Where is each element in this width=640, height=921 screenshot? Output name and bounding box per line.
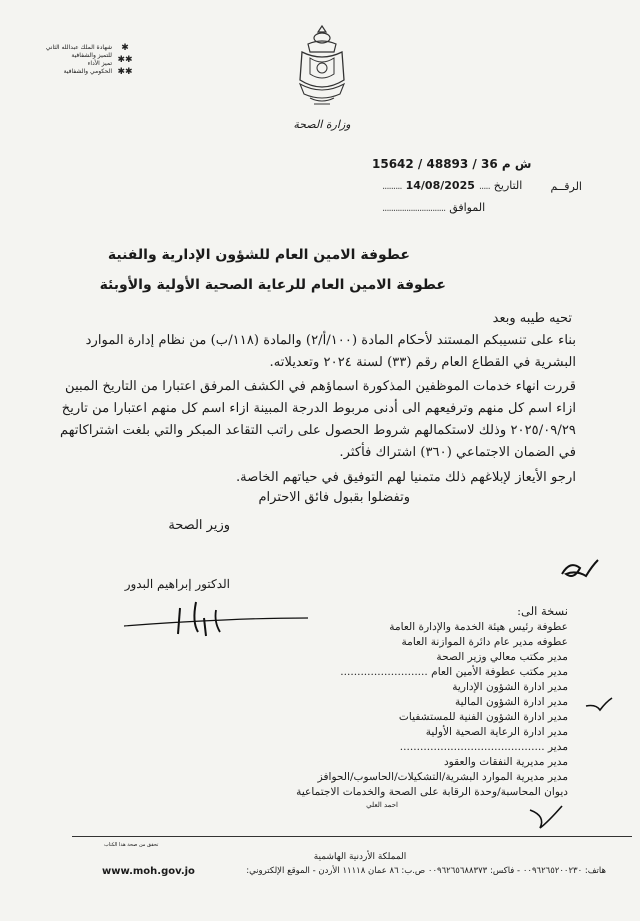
copy-recipient: مدير ادارة الرعاية الصحية الأولية [425,726,568,738]
typist-initials: احمد العلي [366,801,398,809]
footer-contact: هاتف: ٠٠٩٦٢٦٥٢٠٠٢٣٠ - فاكس: ٠٠٩٦٢٦٥٦٨٨٣٧٣ ص.ب: ٨٦ عمان ١١١١٨ الأردن - الموقع الإلكتروني: [246,866,606,876]
star-icon: ✱ [121,43,129,53]
number-label: الرقــم [550,180,582,193]
copy-recipient: مدير مكتب معالي وزير الصحة [436,651,568,663]
corresponding-label: الموافق [449,201,486,214]
paragraph: بناء على تنسيبكم المستند لأحكام المادة (١٠٠/أ/٢) والمادة (١١٨/ب) من نظام إدارة الموارد البشرية في القطاع العام رقم (٣٣) لسنة ٢٠٢٤ وتعديلاته. [85,333,576,370]
copy-recipient: ديوان المحاسبة/وحدة الرقابة على الصحة والخدمات الاجتماعية [296,786,568,798]
footer-note: تحقق من صحة هذا الكتاب [104,842,159,848]
certification-block [40,42,136,92]
margin-mark-icon [526,800,566,834]
certification-line: شهادة الملك عبدالله الثاني [45,44,112,51]
minister-title: وزير الصحة [168,518,230,533]
certification-line: تميز الأداء [87,60,112,67]
paragraph: قررت انهاء خدمات الموظفين المذكورة اسماؤهم في الكشف المرفق اعتبارا من التاريخ المبين ازاء اسم كل منهم وترفيعهم الى أدنى مربوط الدرجة المبينة ازاء اسم كل منهم اعتبارا من تاريخ ٢٠٢٥/٠٩/٢٩ وذلك لاستكمالهم شروط الحصول على راتب التقاعد المبكر والتي بلغت اشتراكاتهم في الضمان الاجتماعي (٣٦٠) اشتراك فأكثر. [60,379,576,460]
date-dots: ......... [382,181,402,192]
jordan-coat-of-arms-icon [296,22,348,112]
corresponding-dots: ............................. [382,203,446,214]
date-dots: ..... [478,181,490,192]
star-icon: ✱✱ [117,55,133,65]
footer-kingdom: المملكة الأردنية الهاشمية [313,852,407,862]
reference-number: ش م 36 / 48893 / 15642 [372,157,532,171]
paragraph: ارجو الأيعاز لإبلاغهم ذلك متمنيا لهم التوفيق في حياتهم الخاصة. [235,470,576,485]
copy-recipient: مدير مديرية الموارد البشرية/التشكيلات/الحاسوب/الحوافز [317,771,568,783]
certification-line: الحكومي والشفافية [63,68,112,75]
copies-list [208,604,568,810]
copy-recipient: مدير ادارة الشؤون الإدارية [452,681,568,693]
closing: وتفضلوا بقبول فائق الاحترام [258,490,410,505]
date-label: التاريخ [493,179,523,192]
addressee-line: عطوفة الامين العام للرعاية الصحية الأولية والأوبئة [99,277,446,293]
copy-recipient: مدير ادارة الشؤون المالية [454,696,568,708]
initials-scribble-icon [556,548,604,588]
copy-recipient: عطوفة رئيس هيئة الخدمة والإدارة العامة [389,621,568,633]
addressee-line: عطوفة الامين العام للشؤون الإدارية والفنية [107,247,410,263]
footer-website[interactable]: www.moh.gov.jo [102,866,195,877]
signer-name: الدكتور إبراهيم البدور [124,577,230,591]
copies-heading: نسخة الى: [517,604,568,618]
copy-recipient: مدير مديرية النفقات والعقود [443,756,568,768]
copy-recipient: عطوفه مدير عام دائرة الموازنة العامة [401,636,568,648]
greeting: تحيه طيبه وبعد [492,311,572,326]
copy-recipient: مدير مكتب عطوفة الأمين العام .......................... [340,666,568,678]
footer-divider [72,836,632,837]
star-icon: ✱✱ [117,67,133,77]
ministry-name: وزارة الصحة [293,118,351,131]
copy-recipient: مدير ........................................... [399,741,568,753]
date-value: 14/08/2025 [405,179,475,192]
certification-line: للتميز والشفافية [71,52,112,59]
margin-mark-icon [582,690,614,716]
copy-recipient: مدير ادارة الشؤون الفنية للمستشفيات [398,711,568,723]
